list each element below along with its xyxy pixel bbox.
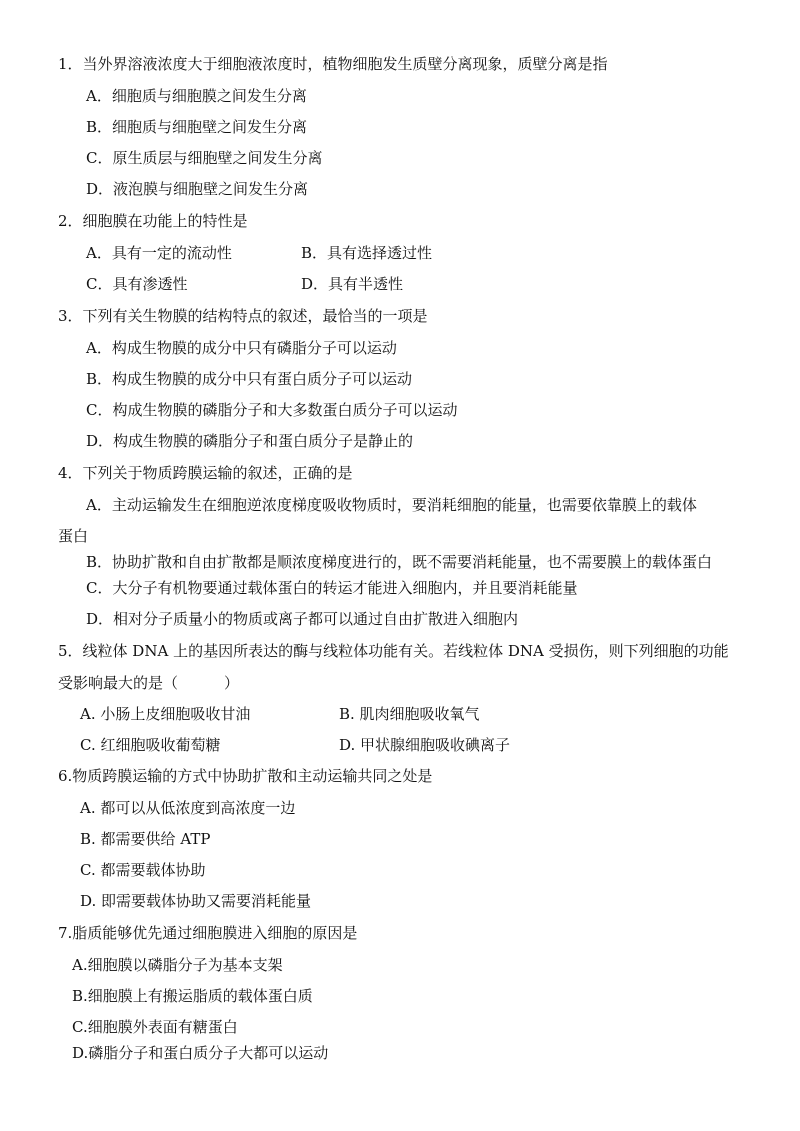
question-4-option-b: B．协助扩散和自由扩散都是顺浓度梯度进行的，既不需要消耗能量，也不需要膜上的载体蛋白 — [86, 553, 713, 571]
question-2-option-a: A．具有一定的流动性 — [86, 244, 232, 262]
question-6-option-b: B. 都需要供给 ATP — [80, 830, 211, 848]
question-4-option-d: D．相对分子质量小的物质或离子都可以通过自由扩散进入细胞内 — [86, 610, 519, 628]
question-2-stem: 2．细胞膜在功能上的特性是 — [58, 212, 248, 230]
question-1-option-b: B．细胞质与细胞壁之间发生分离 — [86, 118, 308, 136]
question-5-option-a: A. 小肠上皮细胞吸收甘油 — [80, 705, 251, 723]
question-3-option-b: B．构成生物膜的成分中只有蛋白质分子可以运动 — [86, 370, 413, 388]
question-5-stem-closing-paren: ） — [224, 674, 240, 692]
question-3-stem: 3．下列有关生物膜的结构特点的叙述，最恰当的一项是 — [58, 307, 428, 325]
question-7-option-d: D.磷脂分子和蛋白质分子大都可以运动 — [72, 1044, 329, 1062]
question-2-option-c: C．具有渗透性 — [86, 275, 188, 293]
question-4-option-a: A．主动运输发生在细胞逆浓度梯度吸收物质时，要消耗细胞的能量，也需要依靠膜上的载体 — [86, 496, 697, 514]
question-7-option-a: A.细胞膜以磷脂分子为基本支架 — [72, 956, 283, 974]
question-1-option-c: C．原生质层与细胞壁之间发生分离 — [86, 149, 323, 167]
question-3-option-d: D．构成生物膜的磷脂分子和蛋白质分子是静止的 — [86, 432, 414, 450]
question-5-stem-continuation-text: 受影响最大的是（ — [58, 674, 179, 692]
question-2-option-d: D．具有半透性 — [301, 275, 404, 293]
question-3-option-a: A．构成生物膜的成分中只有磷脂分子可以运动 — [86, 339, 397, 357]
question-6-stem: 6.物质跨膜运输的方式中协助扩散和主动运输共同之处是 — [58, 767, 433, 785]
question-5-stem: 5．线粒体 DNA 上的基因所表达的酶与线粒体功能有关。若线粒体 DNA 受损伤，则下列细胞的功能 — [58, 642, 729, 660]
question-3-option-c: C．构成生物膜的磷脂分子和大多数蛋白质分子可以运动 — [86, 401, 458, 419]
question-5-stem-continuation — [58, 673, 239, 693]
question-5-option-b: B. 肌肉细胞吸收氧气 — [339, 705, 480, 723]
question-6-option-a: A. 都可以从低浓度到高浓度一边 — [80, 799, 296, 817]
question-6-option-d: D. 即需要载体协助又需要消耗能量 — [80, 892, 312, 910]
question-7-stem: 7.脂质能够优先通过细胞膜进入细胞的原因是 — [58, 924, 358, 942]
question-1-option-a: A．细胞质与细胞膜之间发生分离 — [86, 87, 307, 105]
question-6-option-c: C. 都需要载体协助 — [80, 861, 206, 879]
question-4-option-a-continuation: 蛋白 — [58, 527, 89, 545]
question-5-option-d: D. 甲状腺细胞吸收碘离子 — [339, 736, 511, 754]
question-4-stem: 4．下列关于物质跨膜运输的叙述，正确的是 — [58, 464, 353, 482]
question-2-option-b: B．具有选择透过性 — [301, 244, 433, 262]
question-7-option-c: C.细胞膜外表面有糖蛋白 — [72, 1018, 238, 1036]
question-1-stem: 1．当外界溶液浓度大于细胞液浓度时，植物细胞发生质壁分离现象，质壁分离是指 — [58, 55, 608, 73]
question-4-option-c: C．大分子有机物要通过载体蛋白的转运才能进入细胞内，并且要消耗能量 — [86, 579, 578, 597]
question-5-option-c: C. 红细胞吸收葡萄糖 — [80, 736, 221, 754]
question-1-option-d: D．液泡膜与细胞壁之间发生分离 — [86, 180, 309, 198]
question-7-option-b: B.细胞膜上有搬运脂质的载体蛋白质 — [72, 987, 313, 1005]
